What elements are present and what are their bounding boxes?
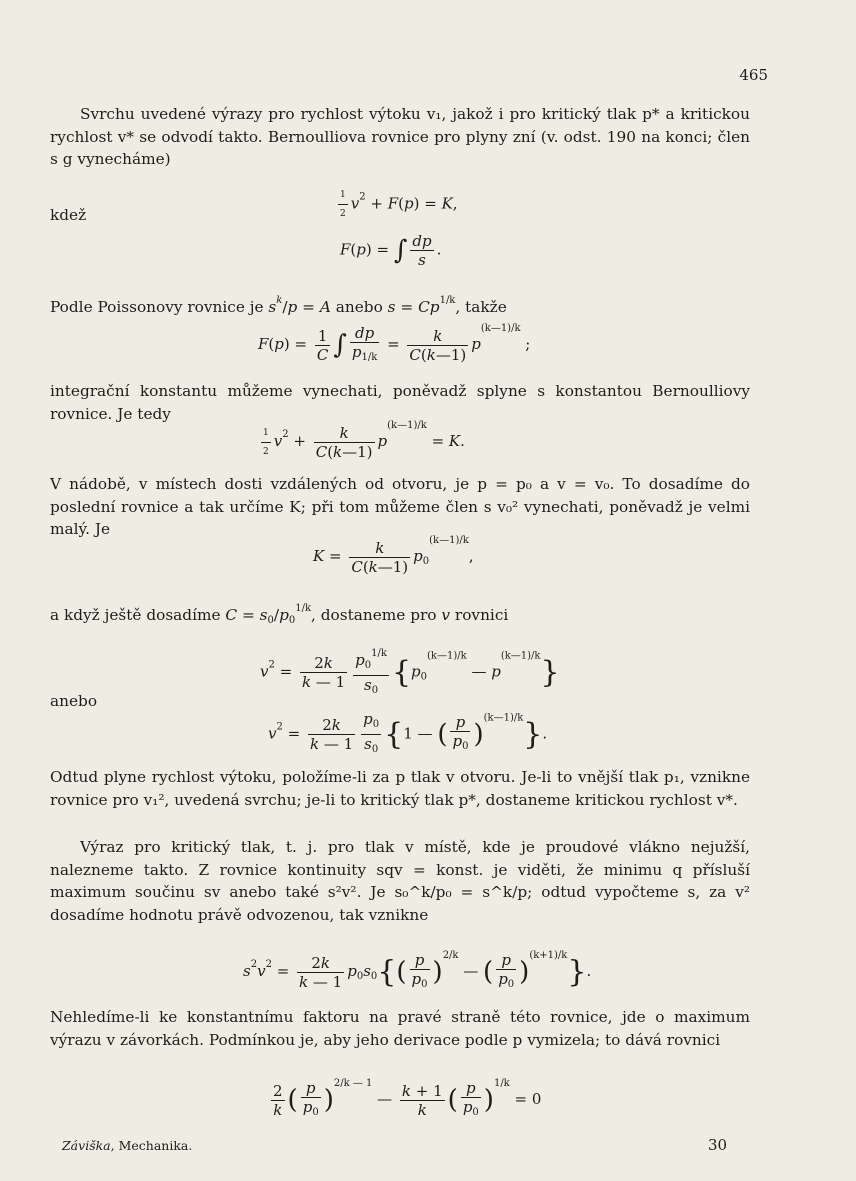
equation-v-squared-1: $v^2$ = $\frac{2k}{k — 1}$ $\frac{p_0^{1/k}}{s_0}$ {$p_0^{(k—1)/k}$ — $p^{(k—1)/k}$} (260, 645, 560, 700)
footer-author: Záviška (62, 1138, 111, 1153)
page-number: 465 (739, 66, 768, 84)
paragraph-poisson: Podle Poissonovy rovnice je $s^k/p = A$ anebo $s = Cp^{1/k}$, takže (50, 295, 507, 316)
equation-s2v2: $s^2v^2$ = $\frac{2k}{k — 1}$ $p_0s_0${( $\frac{p}{p_0}$ )$^{2/k}$ — ( $\frac{p}{p_0}$ )$^{(k+1)/k}$}. (243, 950, 592, 991)
equation-v-squared-2: $v^2$ = $\frac{2k}{k — 1}$ $\frac{p_0}{s_0}$ {1 — ( $\frac{p}{p_0}$ )$^{(k—1)/k}$}. (268, 710, 548, 755)
paragraph-substitute-C: a když ještě dosadíme $C = s_0/p_0^{1/k}$, dostaneme pro v rovnici (50, 603, 509, 626)
footer-title: Mechanika. (118, 1138, 193, 1153)
equation-F-of-p: F(p) = ∫ $\frac{dp}{s}$ . (340, 232, 442, 269)
equation-F-integral: F(p) = $\frac{1}{C}$ ∫ $\frac{dp}{p_{1/k}}$ = $\frac{k}{C(k—1)}$ $p^{(k—1)/k}$ ; (258, 323, 531, 364)
equation-derivative: $\frac{2}{k}$ ( $\frac{p}{p_0}$ )$^{2/k — 1}$ — $\frac{k + 1}{k}$ ( $\frac{p}{p_0}$ )$^{1/k}$ = 0 (273, 1078, 542, 1119)
paragraph-intro: Svrchu uvedené výrazy pro rychlost výtoku v₁, jakož i pro kritický tlak p* a kritickou rychlost v* se odvodí takto. Bernoulliova rovnice pro plyny zní (v. odst. 190 na konci; člen s g vynecháme) (50, 105, 750, 168)
paragraph-critical-pressure: Výraz pro kritický tlak, t. j. pro tlak v místě, kde je proudové vlákno nejužší, nalezneme takto. Z rovnice kontinuity sqv = konst. je viděti, že minimu q přísluší maximum součinu sv anebo také s²v². Je s₀^k/p₀ = s^k/p; odtud vypočteme s, za v² dosadíme hodnotu právě odvozenou, tak vznikne (50, 838, 750, 924)
label-anebo: anebo (50, 692, 98, 710)
equation-K-value: K = $\frac{k}{C(k—1)}$ $p_0^{(k—1)/k}$, (313, 535, 474, 576)
equation-K-relation: $\frac{1}{2}$ $v^2$ + $\frac{k}{C(k—1)}$ $p^{(k—1)/k} = K$. (263, 420, 465, 461)
label-kdez: kdež (50, 206, 87, 224)
paragraph-vessel: V nádobě, v místech dosti vzdálených od otvoru, je p = p₀ a v = v₀. To dosadíme do poslední rovnice a tak určíme K; při tom můžeme člen s v₀² vynechati, poněvadž je velmi malý. Je (50, 475, 750, 538)
equation-bernoulli: $\frac{1}{2}$ $v^2 + F(p) = K$, (335, 186, 458, 223)
paragraph-integration: integrační konstantu můžeme vynechati, poněvadž splyne s konstantou Bernoulliovy rovnice. Je tedy (50, 382, 750, 423)
footer-book-title: Záviška, Mechanika. (62, 1138, 193, 1153)
paragraph-outflow: Odtud plyne rychlost výtoku, položíme-li za p tlak v otvoru. Je-li to vnější tlak p₁, vznikne rovnice pro v₁², uvedená svrchu; je-li to kritický tlak p*, dostaneme kritickou rychlost v*. (50, 768, 750, 809)
footer-sheet-number: 30 (708, 1136, 728, 1154)
paragraph-maximum: Nehledíme-li ke konstantnímu faktoru na pravé straně této rovnice, jde o maximum výrazu v závorkách. Podmínkou je, aby jeho derivace podle p vymizela; to dává rovnici (50, 1008, 750, 1049)
